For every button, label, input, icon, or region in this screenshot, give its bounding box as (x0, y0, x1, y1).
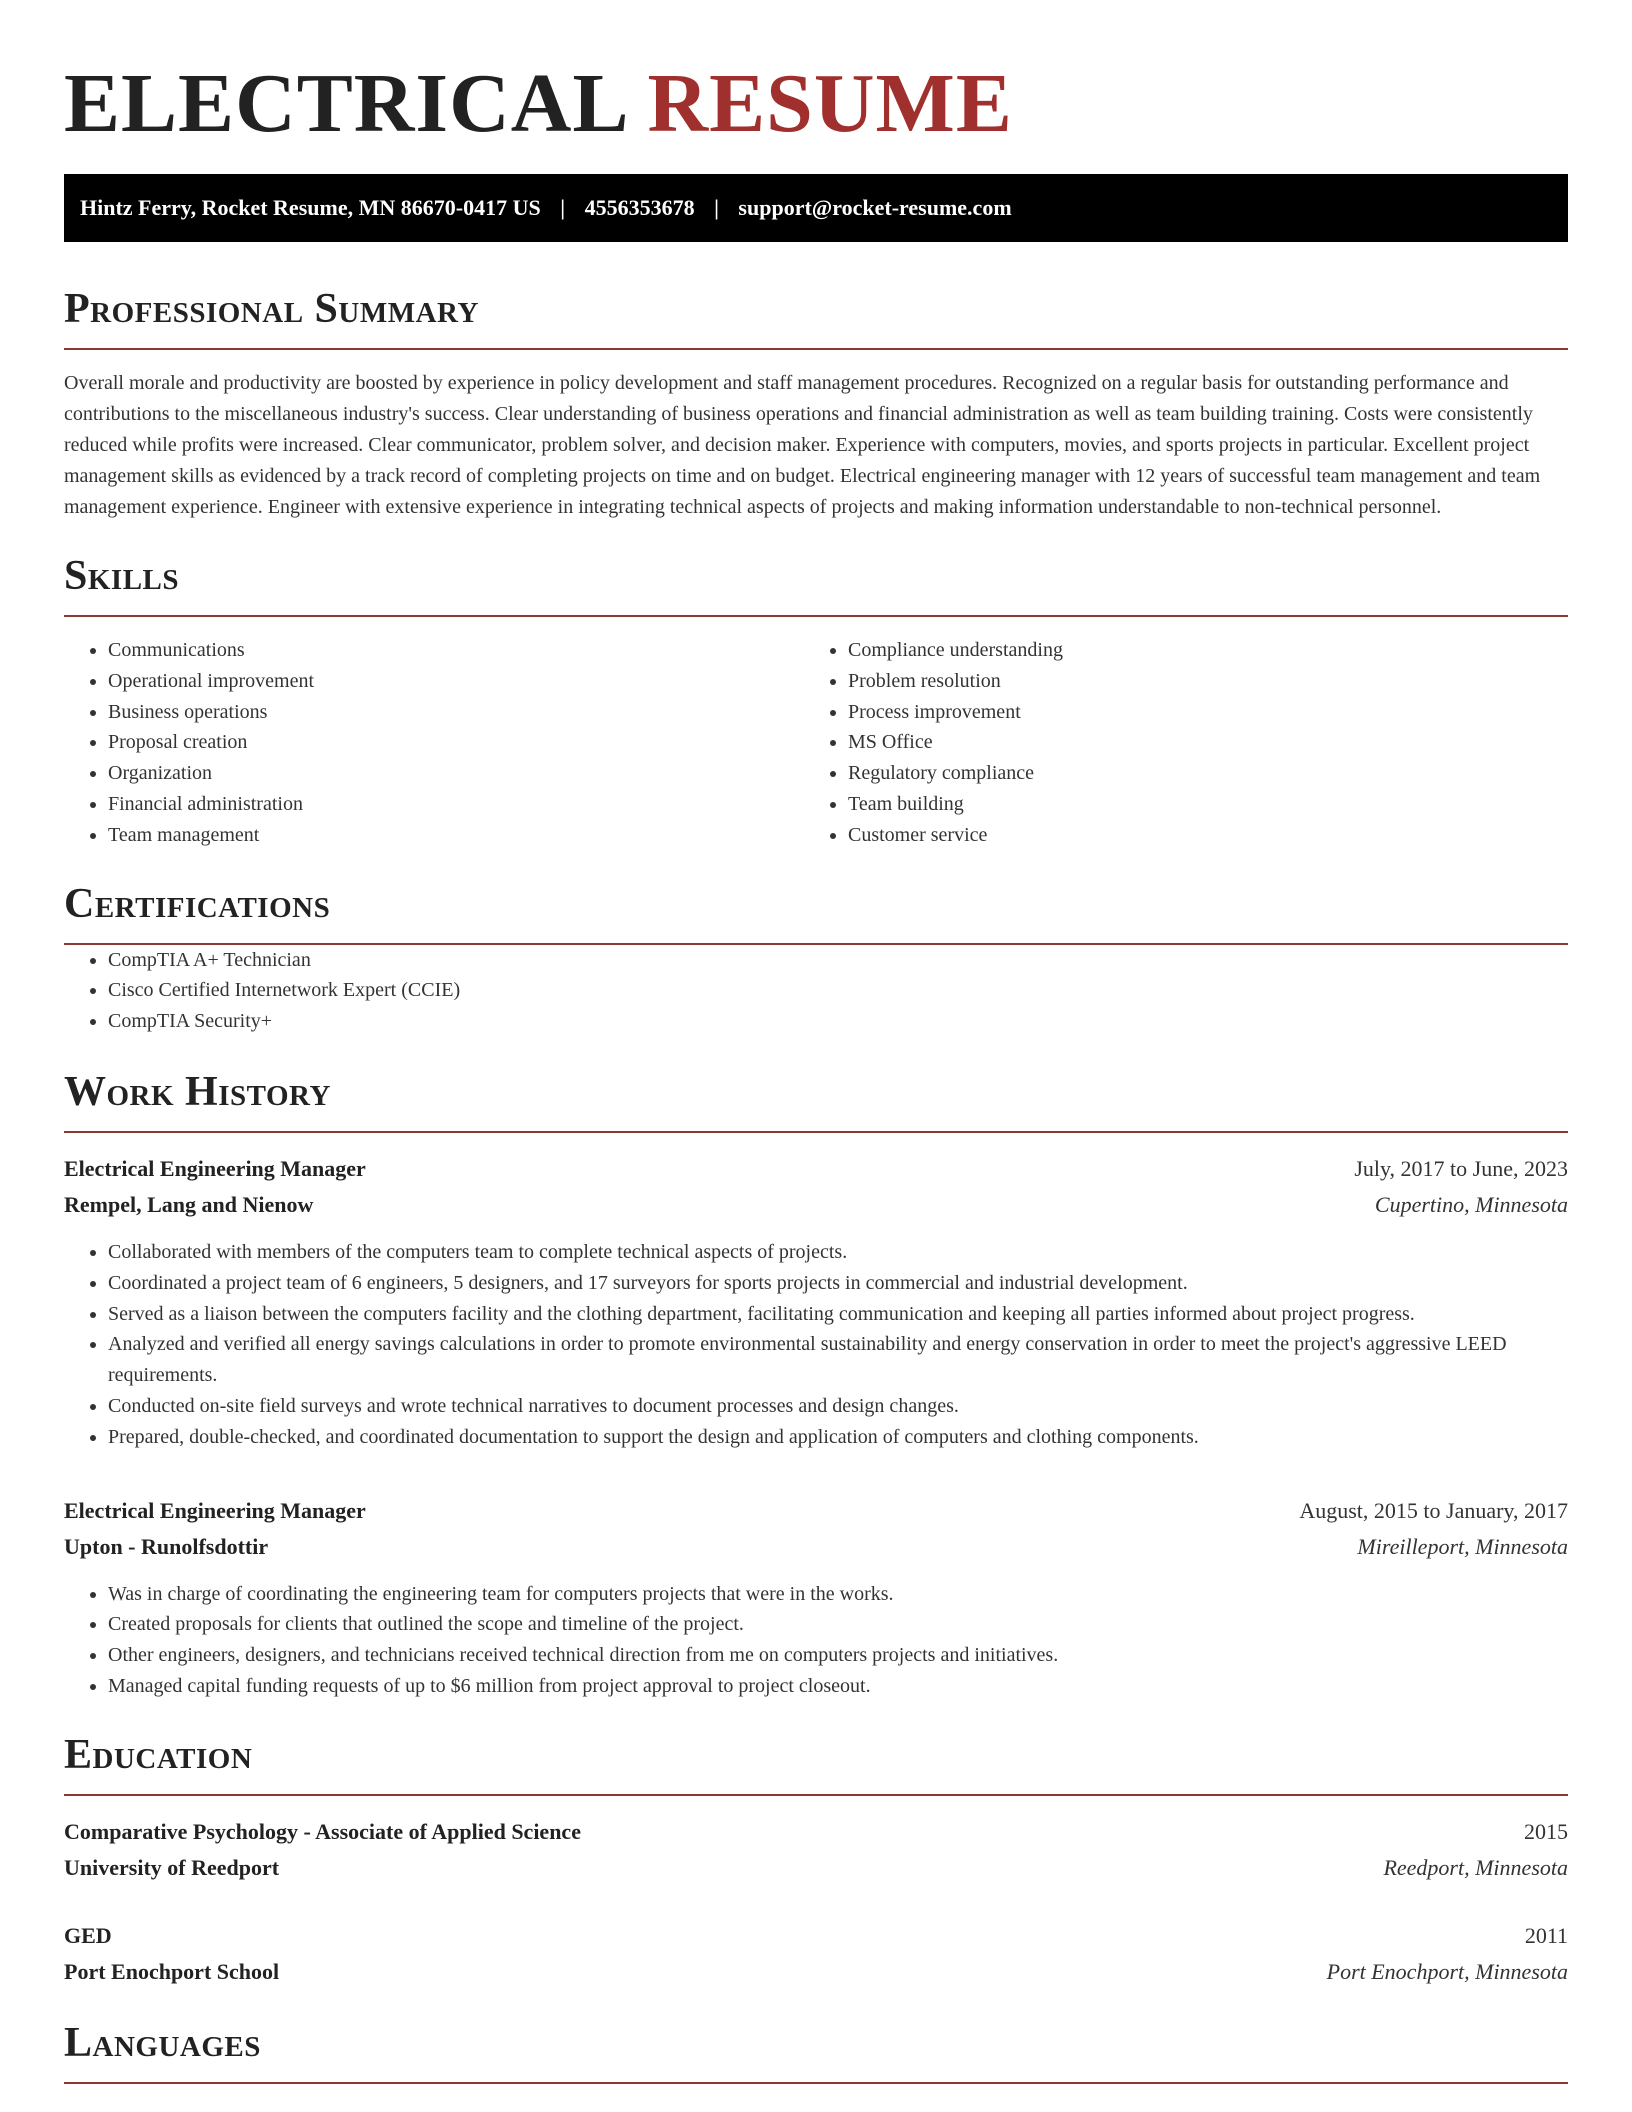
education-year: 2015 (1524, 1818, 1568, 1844)
contact-email: support@rocket-resume.com (738, 195, 1012, 220)
job-bullet: • Analyzed and verified all energy savings calculations in order to promote environmental sustainability and energy conservation in order to meet the project's aggressive LEED requirements. (108, 1329, 1568, 1391)
skills-grid (64, 635, 1568, 851)
skills-column-right (804, 635, 1544, 851)
job-dates: July, 2017 to June, 2023 (1354, 1155, 1568, 1181)
education-degree: GED (64, 1922, 112, 1948)
education-school: University of Reedport (64, 1854, 280, 1880)
skill-item: • Organization (108, 758, 804, 789)
job-bullets (64, 1579, 1568, 1702)
skills-column-left (64, 635, 804, 851)
summary-section (64, 286, 1568, 523)
work-history-heading: Work History (64, 1069, 1568, 1133)
education-location: Port Enochport, Minnesota (1326, 1958, 1568, 1984)
education-location: Reedport, Minnesota (1383, 1854, 1568, 1880)
work-history-section (64, 1069, 1568, 1702)
education-degree-row (64, 1814, 1568, 1850)
skills-list-right (804, 635, 1544, 851)
certifications-list (64, 945, 1568, 1037)
languages-heading: Languages (64, 2020, 1568, 2084)
job-bullet: • Conducted on-site field surveys and wrote technical narratives to document processes and design changes. (108, 1391, 1568, 1422)
job-title: Electrical Engineering Manager (64, 1155, 366, 1181)
job-title-row (64, 1151, 1568, 1187)
contact-phone: 4556353678 (584, 195, 695, 220)
job-company: Upton - Runolfsdottir (64, 1533, 269, 1559)
job-entry (64, 1151, 1568, 1453)
job-dates: August, 2015 to January, 2017 (1299, 1497, 1568, 1523)
job-company: Rempel, Lang and Nienow (64, 1191, 314, 1217)
job-company-row (64, 1187, 1568, 1223)
education-entry (64, 1918, 1568, 1990)
skill-item: • Customer service (848, 820, 1544, 851)
education-heading: Education (64, 1732, 1568, 1796)
skill-item: • Proposal creation (108, 727, 804, 758)
skill-item: • Regulatory compliance (848, 758, 1544, 789)
skills-heading: Skills (64, 553, 1568, 617)
job-bullet: • Collaborated with members of the computers team to complete technical aspects of projects. (108, 1237, 1568, 1268)
job-bullet: • Served as a liaison between the computers facility and the clothing department, facilitating communication and keeping all parties informed about project progress. (108, 1299, 1568, 1330)
education-year: 2011 (1524, 1922, 1568, 1948)
job-title-row (64, 1493, 1568, 1529)
skill-item: • Process improvement (848, 697, 1544, 728)
certifications-section (64, 881, 1568, 1037)
job-bullet: • Created proposals for clients that outlined the scope and timeline of the project. (108, 1609, 1568, 1640)
job-bullet: • Coordinated a project team of 6 engineers, 5 designers, and 17 surveyors for sports projects in commercial and industrial development. (108, 1268, 1568, 1299)
certification-item: • CompTIA A+ Technician (108, 945, 1568, 976)
certification-item: • Cisco Certified Internetwork Expert (CCIE) (108, 975, 1568, 1006)
certifications-heading: Certifications (64, 881, 1568, 945)
job-entry (64, 1493, 1568, 1702)
education-degree: Comparative Psychology - Associate of Applied Science (64, 1818, 581, 1844)
job-bullet: • Prepared, double-checked, and coordinated documentation to support the design and application of computers and clothing components. (108, 1422, 1568, 1453)
skill-item: • Operational improvement (108, 666, 804, 697)
education-school-row (64, 1850, 1568, 1886)
contact-bar (64, 174, 1568, 242)
resume-content (64, 0, 1568, 2084)
education-school: Port Enochport School (64, 1958, 280, 1984)
summary-text: Overall morale and productivity are boosted by experience in policy development and staff management procedures. Recognized on a regular basis for outstanding performance and contributions to the miscellaneous industry's success. Clear understanding of business operations and financial administration as well as team building training. Costs were consistently reduced while profits were increased. Clear communicator, problem solver, and decision maker. Experience with computers, movies, and sports projects in particular. Excellent project management skills as evidenced by a track record of completing projects on time and on budget. Electrical engineering manager with 12 years of successful team management and team management experience. Engineer with extensive experience in integrating technical aspects of projects and making information understandable to non-technical personnel. (64, 372, 1541, 518)
job-bullets (64, 1237, 1568, 1453)
education-degree-row (64, 1918, 1568, 1954)
summary-heading: Professional Summary (64, 286, 1568, 350)
skill-item: • Team building (848, 789, 1544, 820)
title-part-2: RESUME (647, 57, 1013, 150)
title-part-1: ELECTRICAL (64, 57, 630, 150)
skill-item: • Problem resolution (848, 666, 1544, 697)
contact-separator: | (560, 195, 566, 220)
skill-item: • Business operations (108, 697, 804, 728)
languages-section (64, 2020, 1568, 2084)
contact-address: Hintz Ferry, Rocket Resume, MN 86670-0417 US (80, 195, 541, 220)
education-entry (64, 1814, 1568, 1886)
education-section (64, 1732, 1568, 1990)
certification-item: • CompTIA Security+ (108, 1006, 1568, 1037)
skill-item: • MS Office (848, 727, 1544, 758)
contact-separator: | (714, 195, 719, 220)
job-bullet: • Managed capital funding requests of up to $6 million from project approval to project closeout. (108, 1671, 1568, 1702)
skill-item: • Financial administration (108, 789, 804, 820)
skills-section (64, 553, 1568, 851)
job-title: Electrical Engineering Manager (64, 1497, 366, 1523)
job-bullet: • Was in charge of coordinating the engineering team for computers projects that were in the works. (108, 1579, 1568, 1610)
job-location: Mireilleport, Minnesota (1357, 1533, 1568, 1559)
job-company-row (64, 1529, 1568, 1565)
job-bullet: • Other engineers, designers, and technicians received technical direction from me on computers projects and initiatives. (108, 1640, 1568, 1671)
resume-title (64, 56, 1568, 152)
skill-item: • Compliance understanding (848, 635, 1544, 666)
job-location: Cupertino, Minnesota (1374, 1191, 1568, 1217)
skills-list-left (64, 635, 804, 851)
education-school-row (64, 1954, 1568, 1990)
skill-item: • Communications (108, 635, 804, 666)
skill-item: • Team management (108, 820, 804, 851)
